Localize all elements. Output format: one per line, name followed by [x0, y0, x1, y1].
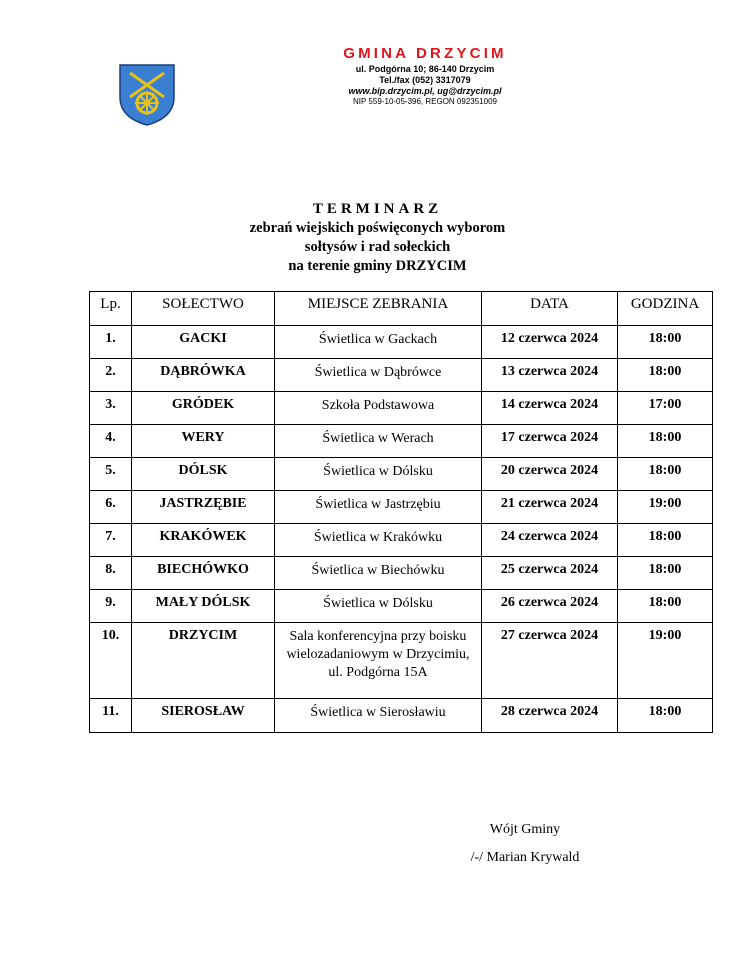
cell-data: 24 czerwca 2024	[482, 524, 618, 557]
table-row	[90, 392, 713, 425]
cell-godzina: 18:00	[618, 326, 713, 359]
letterhead	[320, 44, 530, 107]
cell-data: 13 czerwca 2024	[482, 359, 618, 392]
table-row	[90, 359, 713, 392]
table-row	[90, 491, 713, 524]
table-row	[90, 623, 713, 699]
cell-lp: 6.	[90, 491, 132, 524]
table-row	[90, 524, 713, 557]
table-row	[90, 699, 713, 733]
schedule-table	[89, 291, 713, 733]
cell-godzina: 19:00	[618, 623, 713, 699]
header-lp: Lp.	[90, 292, 132, 326]
letterhead-ids: NIP 559-10-05-396, REGON 092351009	[353, 97, 497, 106]
cell-miejsce: Świetlica w Gackach	[275, 326, 482, 359]
cell-godzina: 18:00	[618, 359, 713, 392]
cell-data: 27 czerwca 2024	[482, 623, 618, 699]
cell-godzina: 18:00	[618, 458, 713, 491]
cell-godzina: 18:00	[618, 557, 713, 590]
cell-data: 14 czerwca 2024	[482, 392, 618, 425]
cell-solectwo: GRÓDEK	[132, 392, 275, 425]
cell-miejsce: Świetlica w Jastrzębiu	[275, 491, 482, 524]
cell-lp: 9.	[90, 590, 132, 623]
cell-lp: 11.	[90, 699, 132, 733]
cell-lp: 10.	[90, 623, 132, 699]
table-header-row	[90, 292, 713, 326]
signature-name: /-/ Marian Krywald	[470, 850, 580, 865]
cell-data: 28 czerwca 2024	[482, 699, 618, 733]
cell-miejsce: Świetlica w Werach	[275, 425, 482, 458]
cell-solectwo: GACKI	[132, 326, 275, 359]
cell-solectwo: SIEROSŁAW	[132, 699, 275, 733]
table-row	[90, 557, 713, 590]
table-row	[90, 326, 713, 359]
signature-role: Wójt Gminy	[489, 822, 561, 837]
cell-godzina: 17:00	[618, 392, 713, 425]
cell-lp: 7.	[90, 524, 132, 557]
cell-solectwo: JASTRZĘBIE	[132, 491, 275, 524]
cell-lp: 4.	[90, 425, 132, 458]
header-data: DATA	[482, 292, 618, 326]
cell-data: 25 czerwca 2024	[482, 557, 618, 590]
table-row	[90, 458, 713, 491]
table-row	[90, 590, 713, 623]
cell-data: 12 czerwca 2024	[482, 326, 618, 359]
cell-miejsce: Świetlica w Dólsku	[275, 590, 482, 623]
title-line-3: na terenie gminy DRZYCIM	[288, 258, 467, 274]
cell-solectwo: BIECHÓWKO	[132, 557, 275, 590]
cell-solectwo: MAŁY DÓLSK	[132, 590, 275, 623]
cell-data: 21 czerwca 2024	[482, 491, 618, 524]
cell-lp: 2.	[90, 359, 132, 392]
title-line-2: sołtysów i rad sołeckich	[304, 239, 451, 255]
cell-solectwo: DĄBRÓWKA	[132, 359, 275, 392]
cell-miejsce: Świetlica w Biechówku	[275, 557, 482, 590]
document-title	[180, 200, 575, 276]
table-row	[90, 425, 713, 458]
cell-miejsce: Sala konferencyjna przy boisku wielozadaniowym w Drzycimiu, ul. Podgórna 15A	[275, 623, 482, 699]
cell-data: 20 czerwca 2024	[482, 458, 618, 491]
cell-lp: 1.	[90, 326, 132, 359]
letterhead-name: GMINA DRZYCIM	[343, 45, 507, 62]
cell-godzina: 19:00	[618, 491, 713, 524]
cell-miejsce: Szkoła Podstawowa	[275, 392, 482, 425]
cell-data: 17 czerwca 2024	[482, 425, 618, 458]
cell-godzina: 18:00	[618, 590, 713, 623]
cell-lp: 3.	[90, 392, 132, 425]
cell-solectwo: KRAKÓWEK	[132, 524, 275, 557]
cell-miejsce: Świetlica w Sierosławiu	[275, 699, 482, 733]
letterhead-web: www.bip.drzycim.pl, ug@drzycim.pl	[348, 86, 502, 96]
signature-block	[440, 816, 610, 872]
header-solectwo: SOŁECTWO	[132, 292, 275, 326]
cell-solectwo: DÓLSK	[132, 458, 275, 491]
title-line-1: zebrań wiejskich poświęconych wyborom	[249, 220, 506, 236]
header-miejsce: MIEJSCE ZEBRANIA	[275, 292, 482, 326]
cell-miejsce: Świetlica w Krakówku	[275, 524, 482, 557]
cell-miejsce: Świetlica w Dąbrówce	[275, 359, 482, 392]
letterhead-phone: Tel./fax (052) 3317079	[379, 75, 471, 85]
cell-miejsce: Świetlica w Dólsku	[275, 458, 482, 491]
gmina-crest-icon	[118, 63, 176, 127]
cell-solectwo: DRZYCIM	[132, 623, 275, 699]
cell-lp: 8.	[90, 557, 132, 590]
cell-data: 26 czerwca 2024	[482, 590, 618, 623]
cell-godzina: 18:00	[618, 425, 713, 458]
cell-lp: 5.	[90, 458, 132, 491]
cell-godzina: 18:00	[618, 699, 713, 733]
title-main: TERMINARZ	[312, 201, 443, 217]
letterhead-address: ul. Podgórna 10; 86-140 Drzycim	[355, 64, 495, 74]
cell-godzina: 18:00	[618, 524, 713, 557]
cell-solectwo: WERY	[132, 425, 275, 458]
header-godzina: GODZINA	[618, 292, 713, 326]
